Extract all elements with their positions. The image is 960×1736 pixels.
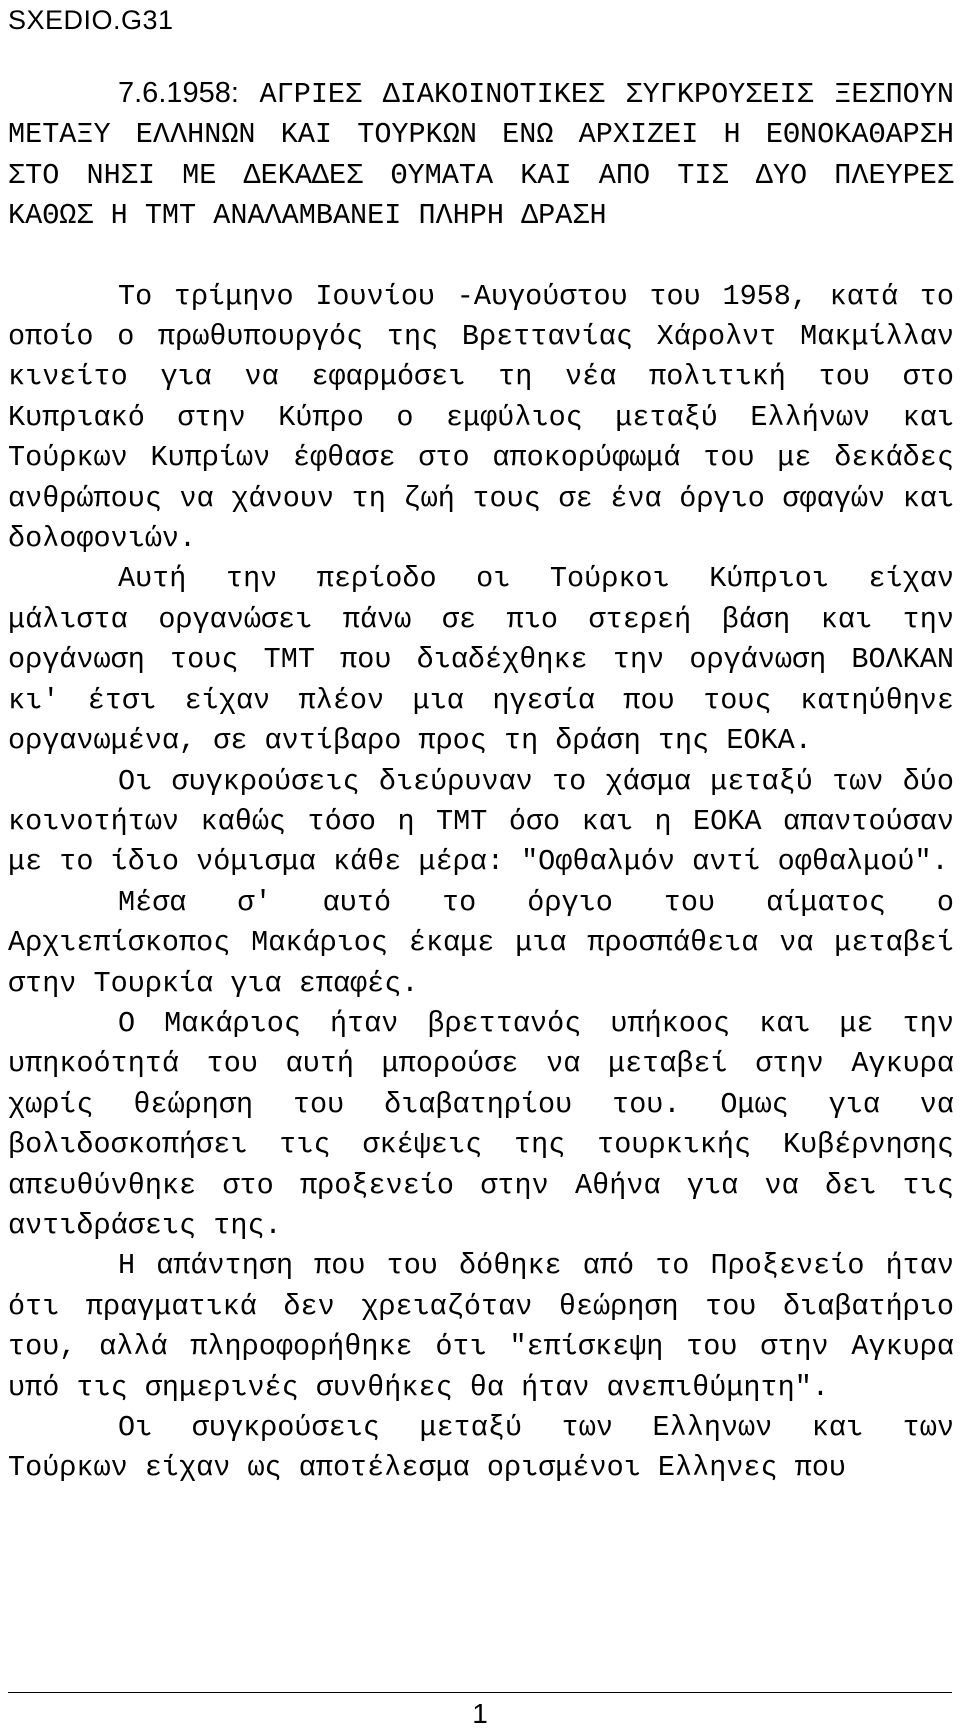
- paragraph-3: Οι συγκρούσεις διεύρυναν το χάσμα μεταξύ των δύο κοινοτήτων καθώς τόσο η ΤΜΤ όσο και η ΕΟΚΑ απαντούσαν με το ίδιο νόμισμα κάθε μέρα: "Οφθαλμόν αντί οφθαλμού".: [8, 764, 954, 879]
- document-body: [8, 73, 954, 1489]
- paragraph-4: Μέσα σ' αυτό το όργιο του αίματος ο Αρχιεπίσκοπος Μακάριος έκαμε μια προσπάθεια να μεταβεί στην Τουρκία για επαφές.: [8, 885, 954, 1000]
- heading-spacer: [8, 237, 954, 277]
- paragraph-1: Το τρίμηνο Ιουνίου -Αυγούστου του 1958, κατά το οποίο ο πρωθυπουργός της Βρεττανίας Χάρολντ Μακμίλλαν κινείτο για να εφαρμόσει τη νέα πολιτική του στο Κυπριακό στην Κύπρο ο εμφύλιος μεταξύ Ελλήνων και Τούρκων Κυπρίων έφθασε στο αποκορύφωμά του με δεκάδες ανθρώπους να χάνουν τη ζωή τους σε ένα όργιο σφαγών και δολοφονιών.: [8, 279, 954, 556]
- page-number: 1: [472, 1698, 488, 1729]
- paragraph-2: Αυτή την περίοδο οι Τούρκοι Κύπριοι είχαν μάλιστα οργανώσει πάνω σε πιο στερεή βάση και την οργάνωση τους ΤΜΤ που διαδέχθηκε την οργάνωση ΒΟΛΚΑΝ κι' έτσι είχαν πλέον μια ηγεσία που τους κατηύθηνε οργανωμένα, σε αντίβαρο προς τη δράση της ΕΟΚΑ.: [8, 562, 954, 758]
- paragraph-7: Οι συγκρούσεις μεταξύ των Ελληνων και των Τούρκων είχαν ως αποτέλεσμα ορισμένοι Ελληνες που: [8, 1411, 954, 1485]
- footer-divider: [8, 1692, 952, 1693]
- paragraph-5: Ο Μακάριος ήταν βρεττανός υπήκοος και με την υπηκοότητά του αυτή μπορούσε να μεταβεί στην Αγκυρα χωρίς θεώρηση του διαβατηρίου του. Ομως για να βολιδοσκοπήσει τις σκέψεις της τουρκικής Κυβέρνησης απευθύνθηκε στο προξενείο στην Αθήνα για να δει τις αντιδράσεις της.: [8, 1006, 954, 1242]
- document-header-code: SXEDIO.G31: [8, 5, 174, 35]
- heading-date: 7.6.1958:: [118, 77, 239, 109]
- heading-text: ΑΓΡΙΕΣ ΔΙΑΚΟΙΝΟΤΙΚΕΣ ΣΥΓΚΡΟΥΣΕΙΣ ΞΕΣΠΟΥΝ ΜΕΤΑΞΥ ΕΛΛΗΝΩΝ ΚΑΙ ΤΟΥΡΚΩΝ ΕΝΩ ΑΡΧΙΖΕΙ Η ΕΘΝΟΚΑΘΑΡΣΗ ΣΤΟ ΝΗΣΙ ΜΕ ΔΕΚΑΔΕΣ ΘΥΜΑΤΑ ΚΑΙ ΑΠΟ ΤΙΣ ΔΥΟ ΠΛΕΥΡΕΣ ΚΑΘΩΣ Η ΤΜΤ ΑΝΑΛΑΜΒΑΝΕΙ ΠΛΗΡΗ ΔΡΑΣΗ: [8, 78, 954, 233]
- paragraph-6: Η απάντηση που του δόθηκε από το Προξενείο ήταν ότι πραγματικά δεν χρειαζόταν θεώρηση του διαβατήριο του, αλλά πληροφορήθηκε ότι "επίσκεψη του στην Αγκυρα υπό τις σημερινές συνθήκες θα ήταν ανεπιθύμητη".: [8, 1249, 954, 1404]
- section-heading: [8, 73, 954, 237]
